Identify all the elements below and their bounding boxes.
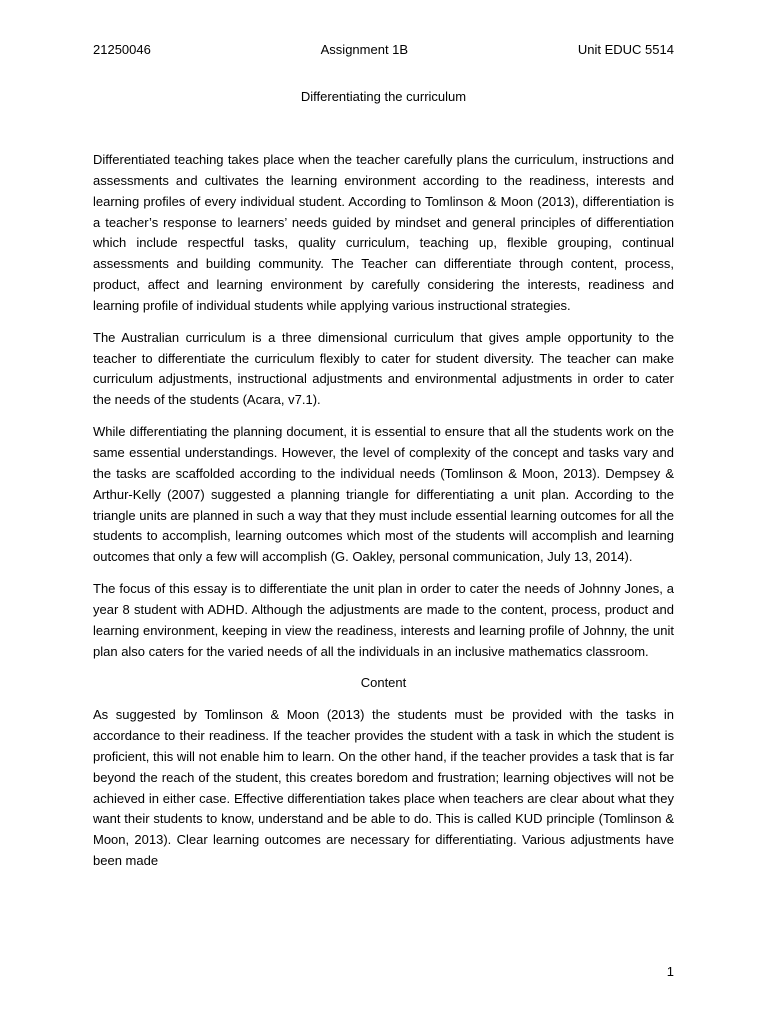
document-body — [93, 150, 674, 872]
section-heading-content: Content — [360, 675, 407, 691]
paragraph-2: The Australian curriculum is a three dimensional curriculum that gives ample opportunity to the teacher to differentiate the curriculum flexibly to cater for student diversity. The teacher can make curriculum adjustments, instructional adjustments and environmental adjustments in order to cater the needs of the students (Acara, v7.1). — [93, 329, 674, 408]
paragraph-3: While differentiating the planning document, it is essential to ensure that all the students work on the same essential understandings. However, the level of complexity of the concept and tasks vary and the tasks are scaffolded according to the individual needs (Tomlinson & Moon, 2013). Dempsey & Arthur-Kelly (2007) suggested a planning triangle for differentiating a unit plan. According to the triangle units are planned in such a way that they must include essential learning outcomes for all the students to accomplish, learning outcomes which most of the students will accomplish and learning outcomes that only a few will accomplish (G. Oakley, personal communication, July 13, 2014). — [93, 424, 674, 565]
paragraph-4: The focus of this essay is to differentiate the unit plan in order to cater the needs of Johnny Jones, a year 8 student with ADHD. Although the adjustments are made to the content, process, product and learning environment, keeping in view the readiness, interests and learning profile of Johnny, the unit plan also caters for the varied needs of all the individuals in an inclusive mathematics classroom. — [93, 581, 674, 659]
unit-label: Unit EDUC 5514 — [577, 42, 674, 57]
content-paragraph: As suggested by Tomlinson & Moon (2013) the students must be provided with the tasks in accordance to their readiness. If the teacher provides the student with a task in which the student is proficient, this will not enable him to learn. On the other hand, if the teacher provides a task that is far beyond the reach of the student, this creates boredom and frustration; learning objectives will not be achieved in either case. Effective differentiation takes place when teachers are clear about what they want their students to know, understand and be able to do. This is called KUD principle (Tomlinson & Moon, 2013). Clear learning outcomes are necessary for differentiating. Various adjustments have been made — [93, 707, 674, 869]
page-header — [93, 42, 674, 58]
assignment-label: Assignment 1B — [320, 42, 409, 57]
student-id: 21250046 — [93, 42, 151, 57]
document-title: Differentiating the curriculum — [300, 89, 467, 104]
page-number: 1 — [666, 964, 674, 979]
paragraph-1: Differentiated teaching takes place when the teacher carefully plans the curriculum, instructions and assessments and cultivates the learning environment according to the readiness, interests and learning profiles of every individual student. According to Tomlinson & Moon (2013), differentiation is a teacher’s response to learners’ needs guided by mindset and general principles of differentiation which include respectful tasks, quality curriculum, teaching up, flexible grouping, continual assessments and building community. The Teacher can differentiate through content, process, product, affect and learning environment by carefully considering the interests, readiness and learning profile of individual students while applying various instructional strategies. — [93, 152, 674, 313]
